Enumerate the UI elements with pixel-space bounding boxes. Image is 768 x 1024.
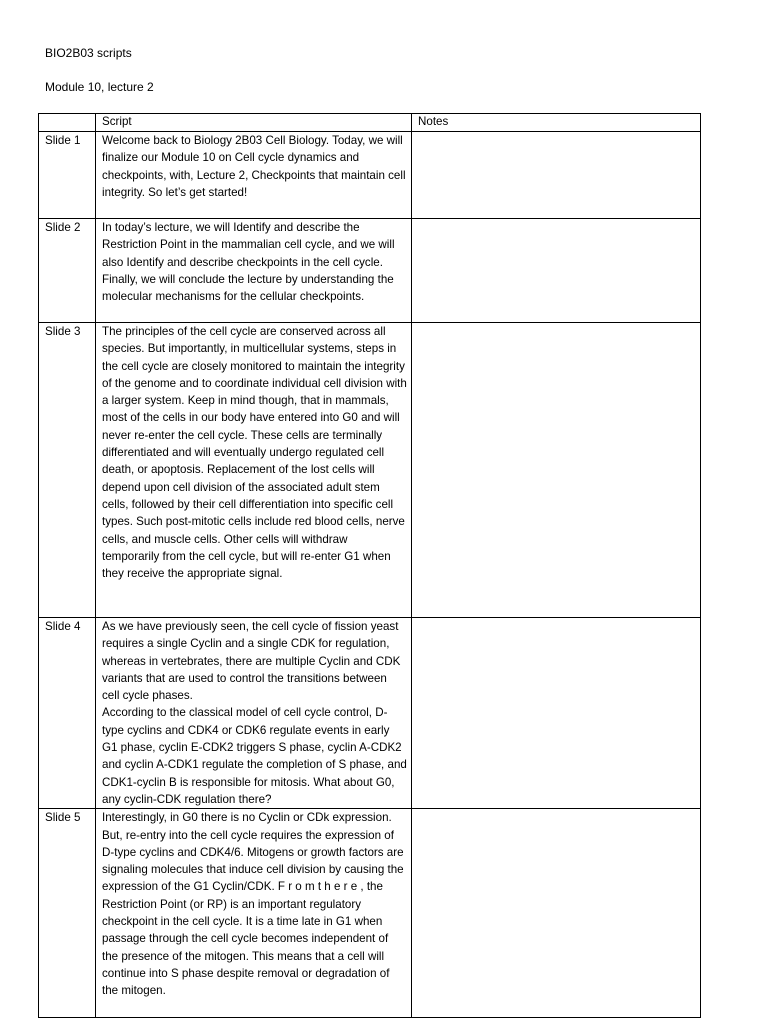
document-title: BIO2B03 scripts — [45, 46, 132, 60]
table-row — [39, 809, 701, 1018]
slide-label: Slide 1 — [39, 132, 96, 219]
table-row — [39, 323, 701, 618]
column-header-notes: Notes — [412, 114, 701, 132]
script-text: As we have previously seen, the cell cycle of fission yeast requires a single Cyclin and a single CDK for regulation, whereas in vertebrates, there are multiple Cyclin and CDK variants that are used to control the transitions between cell cycle phases. According to the classical model of cell cycle control, D-type cyclins and CDK4 or CDK6 regulate events in early G1 phase, cyclin E-CDK2 triggers S phase, cyclin A-CDK2 and cyclin A-CDK1 regulate the completion of S phase, and CDK1-cyclin B is responsible for mitosis. What about G0, any cyclin-CDK regulation there? — [96, 618, 412, 809]
script-text: Interestingly, in G0 there is no Cyclin or CDk expression. But, re-entry into the cell cycle requires the expression of D-type cyclins and CDK4/6. Mitogens or growth factors are signaling molecules that induce cell division by causing the expression of the G1 Cyclin/CDK. F r o m t h e r e , the Restriction Point (or RP) is an important regulatory checkpoint in the cell cycle. It is a time late in G1 when passage through the cell cycle becomes independent of the presence of the mitogen. This means that a cell will continue into S phase despite removal or degradation of the mitogen. — [96, 809, 412, 1018]
slide-label: Slide 5 — [39, 809, 96, 1018]
slide-label: Slide 4 — [39, 618, 96, 809]
script-table — [38, 113, 701, 1018]
notes-cell — [412, 323, 701, 618]
table-row — [39, 132, 701, 219]
script-text: The principles of the cell cycle are conserved across all species. But importantly, in multicellular systems, steps in the cell cycle are closely monitored to maintain the integrity of the genome and to coordinate individual cell division with a larger system. Keep in mind though, that in mammals, most of the cells in our body have entered into G0 and will never re-enter the cell cycle. These cells are terminally differentiated and will eventually undergo regulated cell death, or apoptosis. Replacement of the lost cells will depend upon cell division of the associated adult stem cells, followed by their cell differentiation into specific cell types. Such post-mitotic cells include red blood cells, nerve cells, and muscle cells. Other cells will withdraw temporarily from the cell cycle, but will re-enter G1 when they receive the appropriate signal. — [96, 323, 412, 618]
slide-label: Slide 2 — [39, 219, 96, 323]
notes-cell — [412, 132, 701, 219]
column-header-script: Script — [96, 114, 412, 132]
script-text: Welcome back to Biology 2B03 Cell Biology. Today, we will finalize our Module 10 on Cell cycle dynamics and checkpoints, with, Lecture 2, Checkpoints that maintain cell integrity. So let’s get started! — [96, 132, 412, 219]
slide-label: Slide 3 — [39, 323, 96, 618]
notes-cell — [412, 219, 701, 323]
script-text: In today’s lecture, we will Identify and describe the Restriction Point in the mammalian cell cycle, and we will also Identify and describe checkpoints in the cell cycle. Finally, we will conclude the lecture by understanding the molecular mechanisms for the cellular checkpoints. — [96, 219, 412, 323]
table-header-row — [39, 114, 701, 132]
table-row — [39, 618, 701, 809]
column-header-slide — [39, 114, 96, 132]
notes-cell — [412, 618, 701, 809]
document-subtitle: Module 10, lecture 2 — [45, 80, 154, 94]
notes-cell — [412, 809, 701, 1018]
table-row — [39, 219, 701, 323]
